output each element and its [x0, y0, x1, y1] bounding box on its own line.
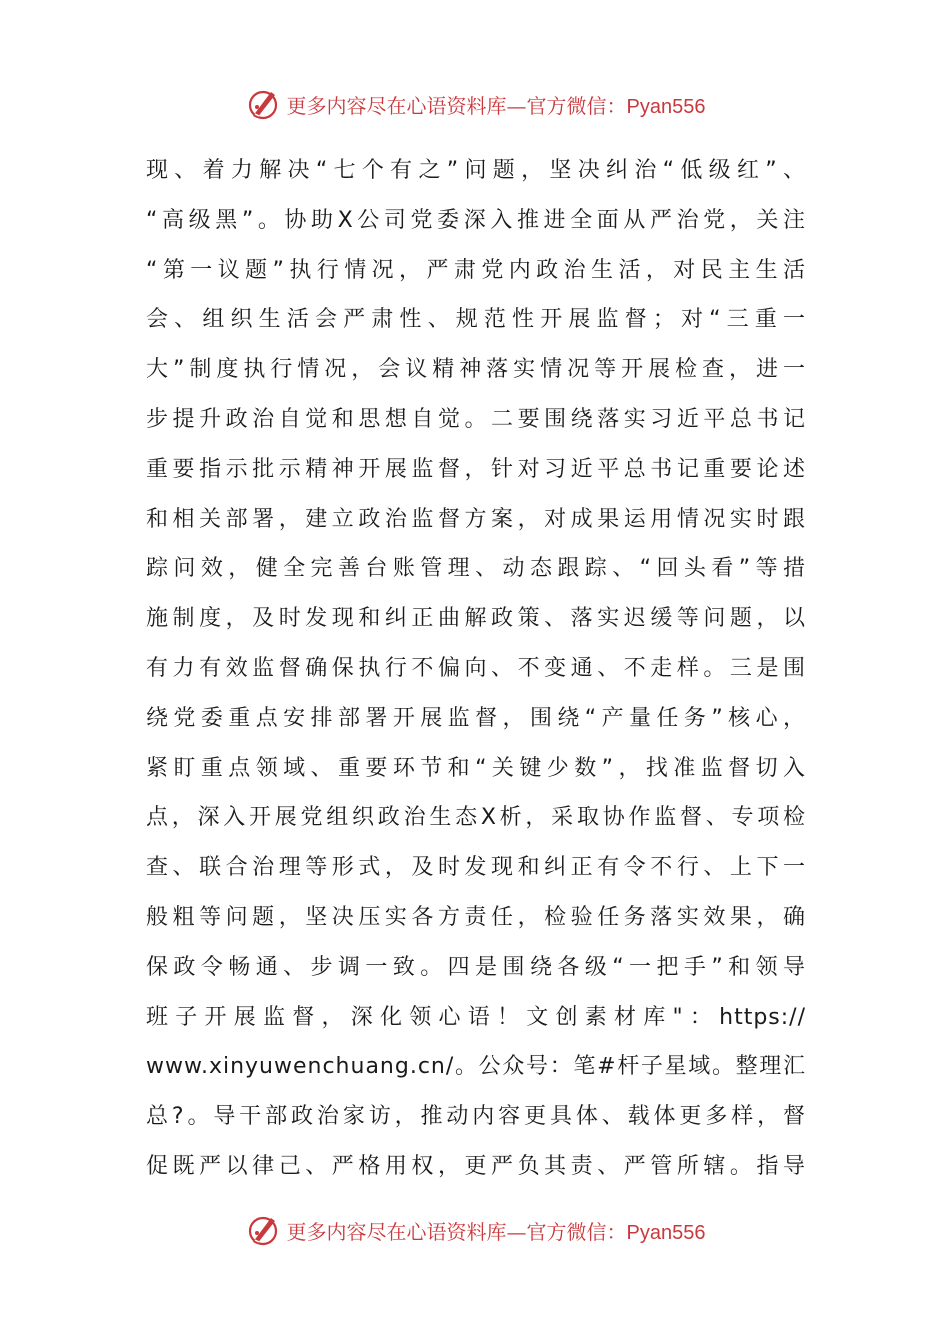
body-line: 现、着力解决“七个有之”问题，坚决纠治“低级红”、 — [146, 158, 806, 183]
body-line: 保政令畅通、步调一致。四是围绕各级“一把手”和领导 — [146, 954, 806, 980]
footer-banner-handle: Pyan556 — [626, 1221, 706, 1244]
body-line: 重要指示批示精神开展监督，针对习近平总书记重要论述 — [146, 456, 806, 482]
quill-logo-icon — [245, 1212, 281, 1248]
body-line: 般粗等问题，坚决压实各方责任，检验任务落实效果，确 — [146, 904, 806, 930]
body-line: 绕党委重点安排部署开展监督，围绕“产量任务”核心， — [146, 705, 806, 731]
header-banner-handle: Pyan556 — [626, 95, 706, 118]
quill-logo-icon — [245, 86, 281, 122]
body-line: 会、组织生活会严肃性、规范性开展监督；对“三重一 — [146, 307, 806, 333]
body-line: 紧盯重点领域、重要环节和“关键少数”，找准监督切入 — [146, 755, 806, 781]
body-line: 查、联合治理等形式，及时发现和纠正有令不行、上下一 — [146, 855, 806, 881]
body-line: 施制度，及时发现和纠正曲解政策、落实迟缓等问题，以 — [146, 606, 806, 632]
body-line: 步提升政治自觉和思想自觉。二要围绕落实习近平总书记 — [146, 406, 806, 432]
header-banner — [0, 84, 950, 124]
body-line: 大”制度执行情况，会议精神落实情况等开展检查，进一 — [146, 357, 806, 383]
footer-banner-text: 更多内容尽在心语资料库—官方微信：Pyan556 — [286, 1219, 706, 1244]
body-line: 班子开展监督，深化领心语！文创素材库"：https:// — [146, 1004, 806, 1030]
body-line: 踪问效，健全完善台账管理、动态跟踪、“回头看”等措 — [146, 556, 806, 582]
body-line: “高级黑”。协助X公司党委深入推进全面从严治党，关注 — [146, 207, 806, 233]
body-line: 促既严以律己、严格用权，更严负其责、严管所辖。指导 — [146, 1153, 806, 1179]
body-line: “第一议题”执行情况，严肃党内政治生活，对民主生活 — [146, 257, 806, 283]
document-body — [146, 146, 806, 1192]
header-banner-text: 更多内容尽在心语资料库—官方微信：Pyan556 — [286, 93, 706, 118]
body-line: 点，深入开展党组织政治生态X析，采取协作监督、专项检 — [146, 805, 806, 831]
body-line: www.xinyuwenchuang.cn/。公众号：笔#杆子星域。整理汇 — [146, 1054, 806, 1080]
body-line: 和相关部署，建立政治监督方案，对成果运用情况实时跟 — [146, 506, 806, 532]
body-line: 总?。导干部政治家访，推动内容更具体、载体更多样，督 — [146, 1104, 806, 1130]
footer-banner — [0, 1210, 950, 1250]
body-line: 有力有效监督确保执行不偏向、不变通、不走样。三是围 — [146, 655, 806, 681]
